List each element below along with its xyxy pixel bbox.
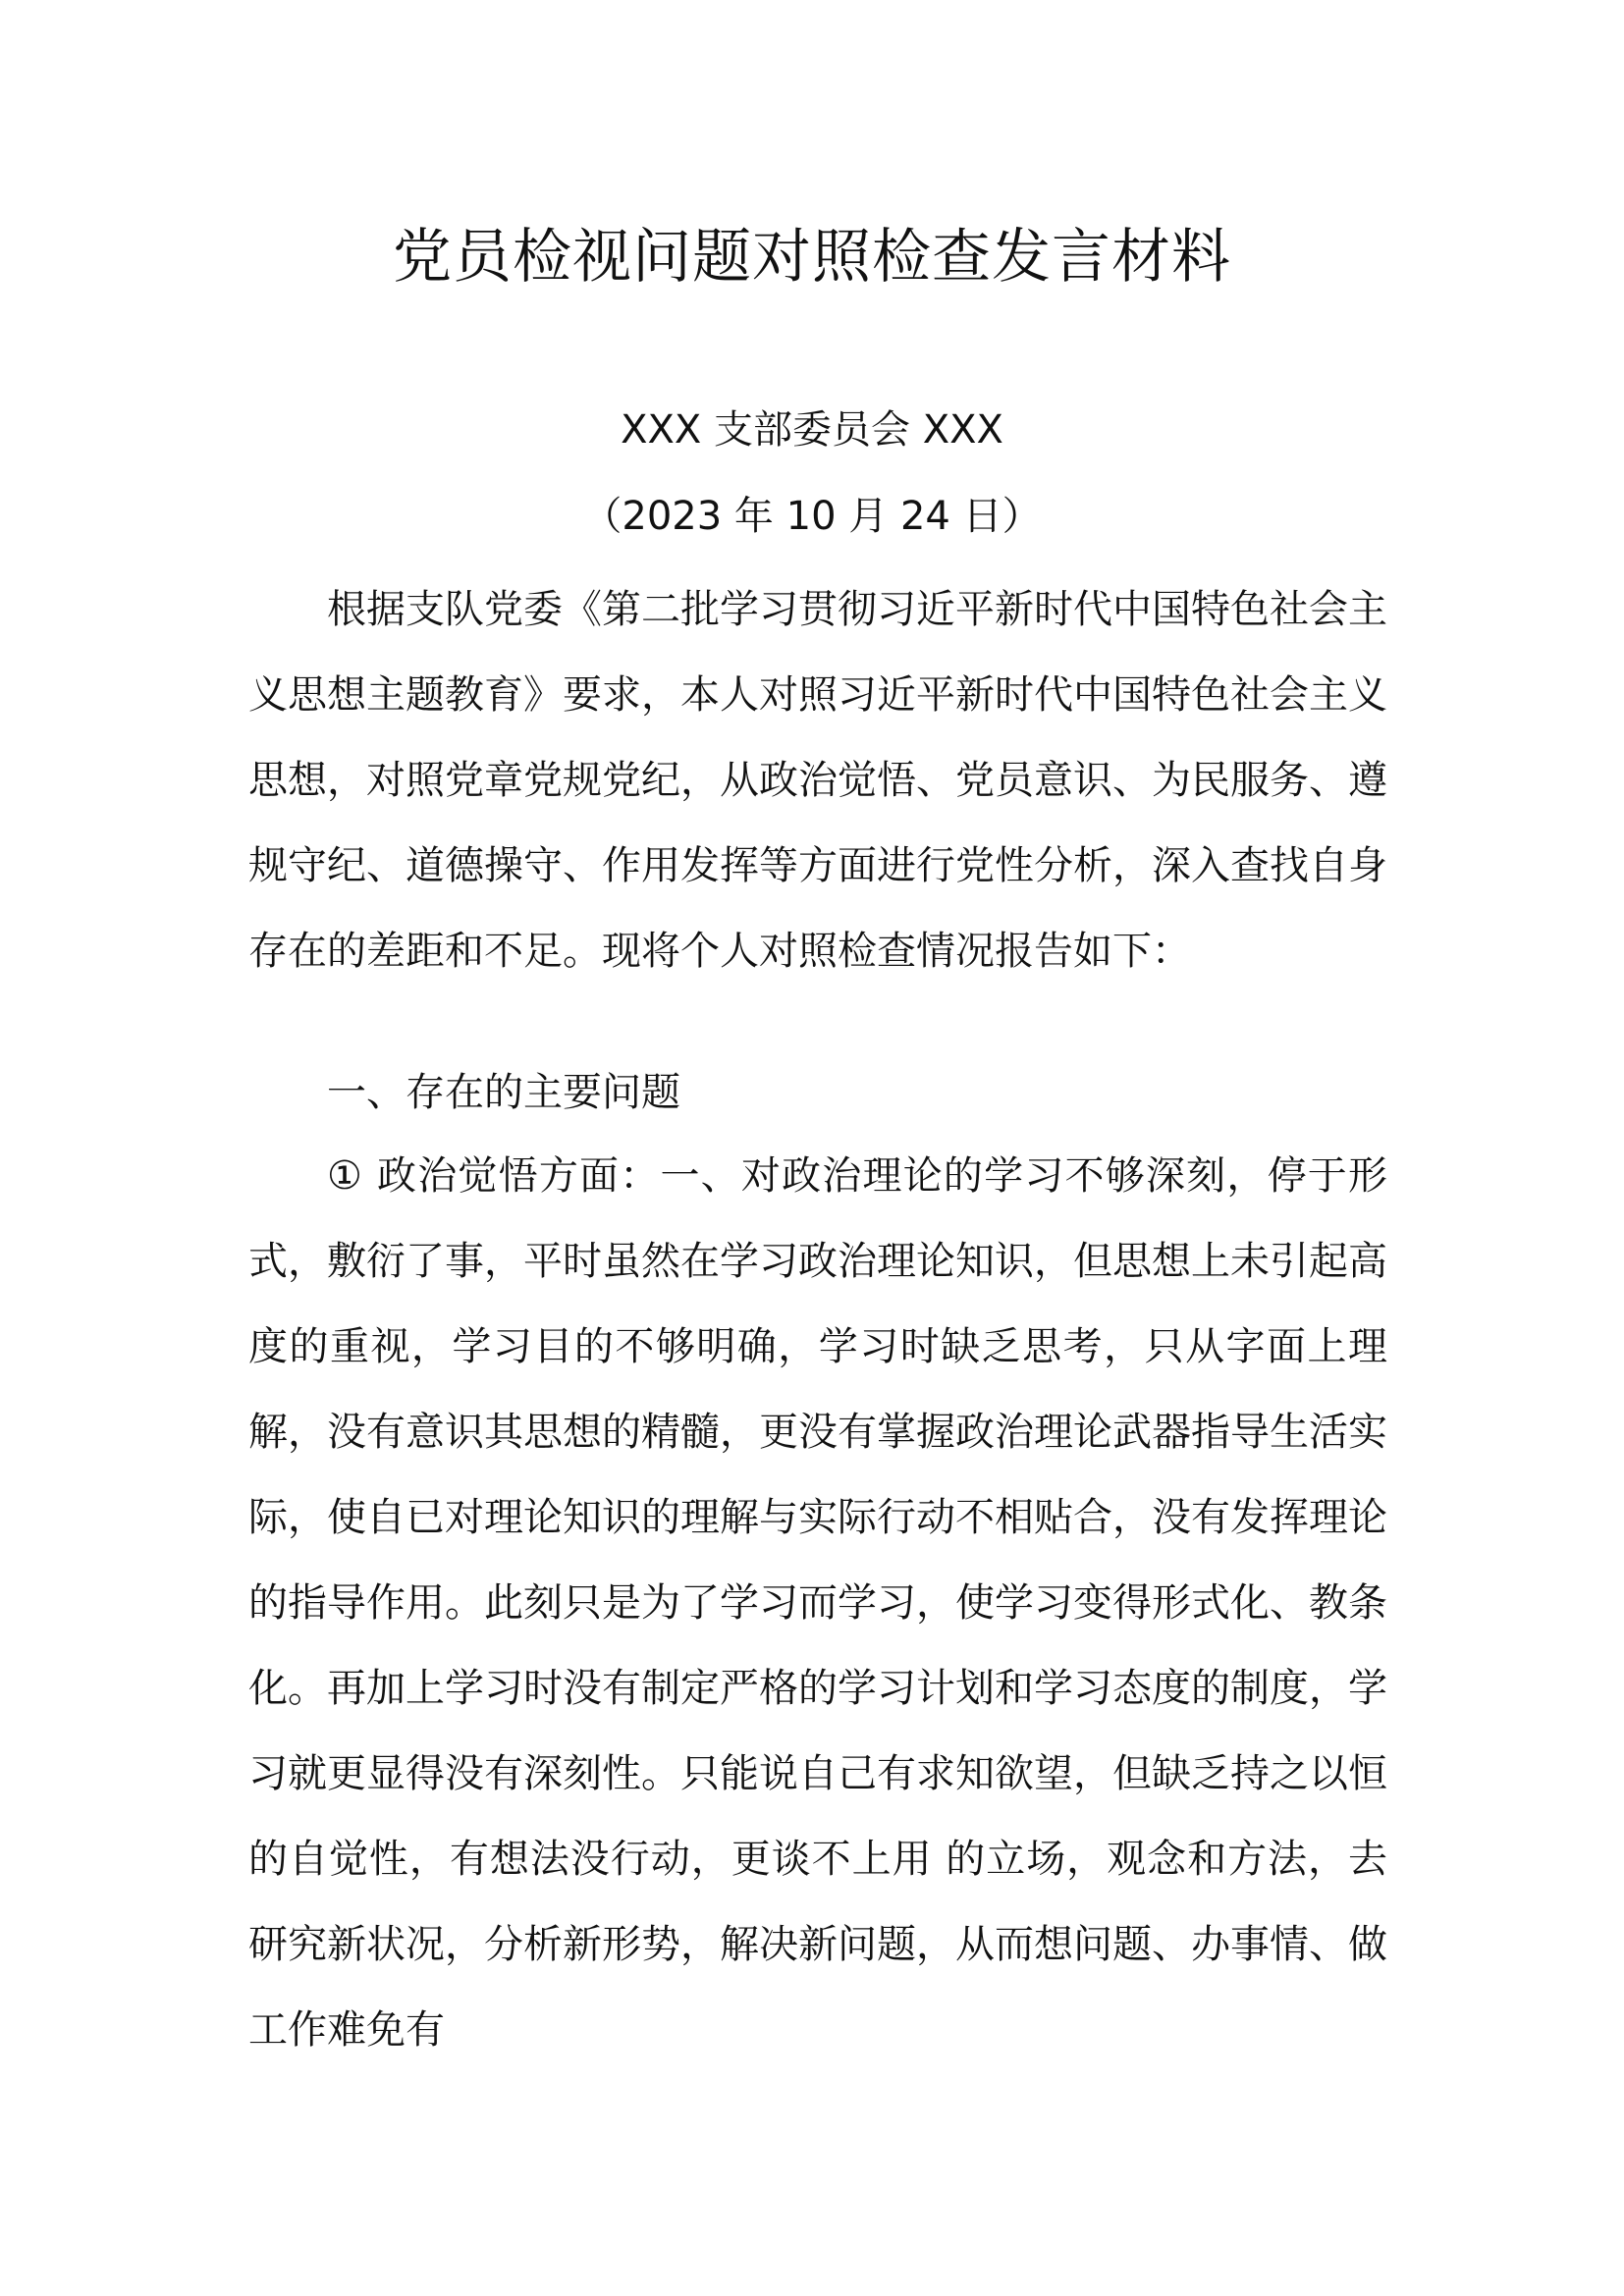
author-line: XXX 支部委员会 XXX: [621, 407, 1003, 453]
document-title: 党员检视问题对照检查发言材料: [393, 223, 1231, 292]
section-heading: 一、存在的主要问题: [327, 1070, 680, 1115]
intro-paragraph: 根据支队党委《第二批学习贯彻习近平新时代中国特色社会主义思想主题教育》要求，本人对照习近平新时代中国特色社会主义思想，对照党章党规党纪，从政治觉悟、党员意识、为民服务、遵规守纪、道德操守、作用发挥等方面进行党性分析，深入查找自身存在的差距和不足。现将个人对照检查情况报告如下：: [248, 587, 1387, 974]
date-line: （2023 年 10 月 24 日）: [582, 494, 1042, 539]
item-1-paragraph: ① 政治觉悟方面：一、对政治理论的学习不够深刻，停于形式，敷衍了事，平时虽然在学习政治理论知识，但思想上未引起高度的重视，学习目的不够明确，学习时缺乏思考，只从字面上理解，没有意识其思想的精髓，更没有掌握政治理论武器指导生活实际，使自已对理论知识的理解与实际行动不相贴合，没有发挥理论的指导作用。此刻只是为了学习而学习，使学习变得形式化、教条化。再加上学习时没有制定严格的学习计划和学习态度的制度，学习就更显得没有深刻性。只能说自己有求知欲望，但缺乏持之以恒的自觉性，有想法没行动，更谈不上用 的立场，观念和方法，去研究新状况，分析新形势，解决新问题，从而想问题、办事情、做工作难免有: [248, 1153, 1387, 2053]
